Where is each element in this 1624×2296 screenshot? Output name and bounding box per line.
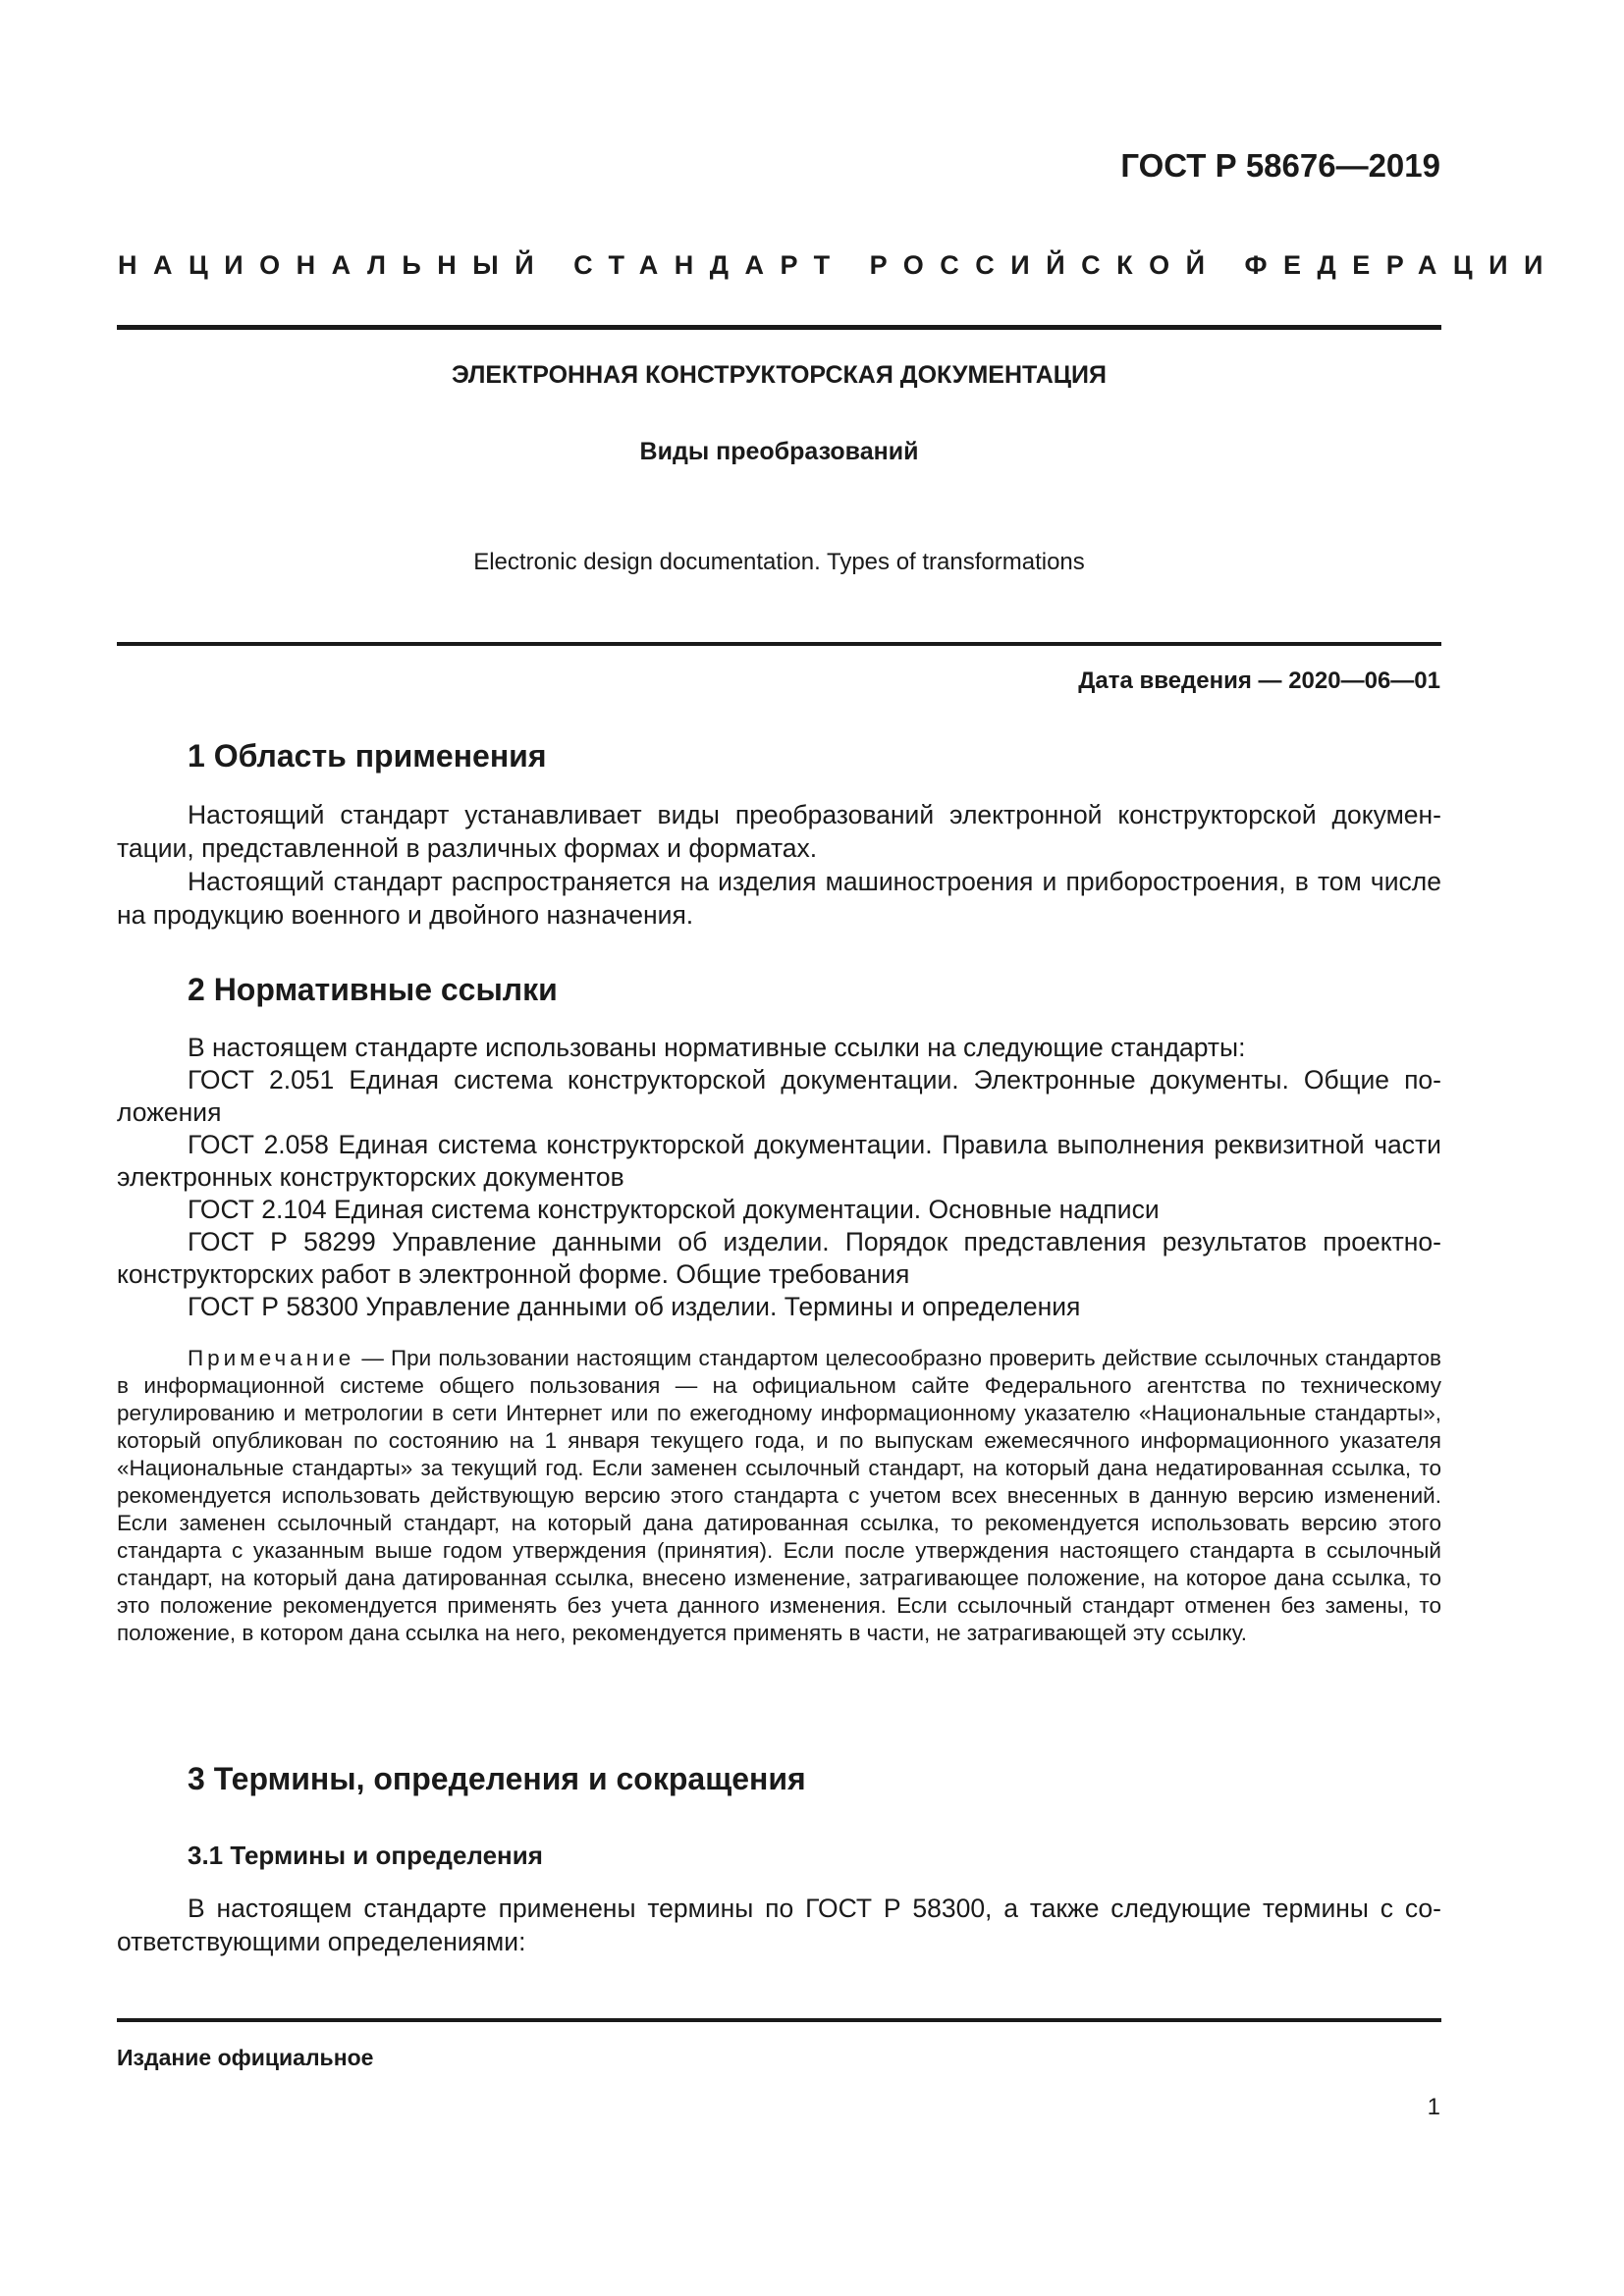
section-2-heading: 2 Нормативные ссылки (188, 972, 558, 1007)
reference-item: ГОСТ 2.104 Единая система конструкторской документации. Основные надписи (188, 1195, 1160, 1224)
introduction-date: Дата введения — 2020—06—01 (1078, 667, 1440, 694)
subsection-3-1-heading: 3.1 Термины и определения (188, 1841, 543, 1870)
section-1-heading: 1 Область применения (188, 738, 547, 774)
reference-item: ГОСТ 2.058 Единая система конструкторской документации. Правила выполнения реквизитной части электронных конструкторских документов (117, 1130, 1441, 1192)
reference-item: ГОСТ Р 58299 Управление данными об изделии. Порядок представления результатов проектно-конструкторских работ в электронной форме. Общие требования (117, 1227, 1441, 1289)
section-3-heading: 3 Термины, определения и сокращения (188, 1761, 806, 1796)
section-3-paragraph: В настоящем стандарте применены термины по ГОСТ Р 58300, а также следующие термины с соответствующими определениями: (117, 1894, 1441, 1956)
title-rule (117, 642, 1441, 646)
reference-item: ГОСТ 2.051 Единая система конструкторской документации. Электронные документы. Общие положения (117, 1065, 1441, 1127)
page-number: 1 (1427, 2094, 1440, 2120)
standard-code: ГОСТ Р 58676—2019 (1120, 147, 1440, 184)
reference-item: ГОСТ Р 58300 Управление данными об изделии. Термины и определения (188, 1292, 1081, 1321)
references-intro: В настоящем стандарте использованы нормативные ссылки на следующие стандарты: (188, 1033, 1246, 1062)
section-1-paragraph: Настоящий стандарт распространяется на изделия машиностроения и приборостроения, в том числе на продукцию военного и двойного назначения. (117, 867, 1441, 930)
note-text: — При пользовании настоящим стандартом целесообразно проверить действие ссылочных стандартов в информационной системе общего пользования — на официальном сайте Федерального агентства по техническому регулированию и метрологии в сети Интернет или по ежегодному информационному указателю «Национальные стандарты», который опубликован по состоянию на 1 января текущего года, и по выпускам ежемесячного информационного указателя «Национальные стандарты» за текущий год. Если заменен ссылочный стандарт, на который дана недатированная ссылка, то рекомендуется использовать действующую версию этого стандарта с учетом всех внесенных в данную версию изменений. Если заменен ссылочный стандарт, на который дана датированная ссылка, то рекомендуется использовать версию этого стандарта с указанным выше годом утверждения (принятия). Если после утверждения настоящего стандарта в ссылочный стандарт, на который дана датированная ссылка, внесено изменение, затрагивающее положение, на которое дана ссылка, то это положение рекомендуется применять без учета данного изменения. Если ссылочный стандарт отменен без замены, то положение, в котором дана ссылка на него, рекомендуется применять в части, не затрагивающей эту ссылку. (117, 1346, 1441, 1645)
references-note (117, 1345, 1441, 1647)
document-subtitle: Виды преобразований (639, 438, 919, 465)
edition-label: Издание официальное (117, 2045, 374, 2070)
national-standard-banner: НАЦИОНАЛЬНЫЙ СТАНДАРТ РОССИЙСКОЙ ФЕДЕРАЦИИ (118, 250, 1559, 280)
section-1-paragraph: Настоящий стандарт устанавливает виды преобразований электронной конструкторской документации, представленной в различных формах и форматах. (117, 800, 1441, 863)
footer-rule (117, 2018, 1441, 2022)
top-rule (117, 325, 1441, 330)
document-title: ЭЛЕКТРОННАЯ КОНСТРУКТОРСКАЯ ДОКУМЕНТАЦИЯ (452, 361, 1107, 389)
english-title: Electronic design documentation. Types of transformations (473, 549, 1085, 575)
note-label: Примечание (188, 1346, 355, 1370)
